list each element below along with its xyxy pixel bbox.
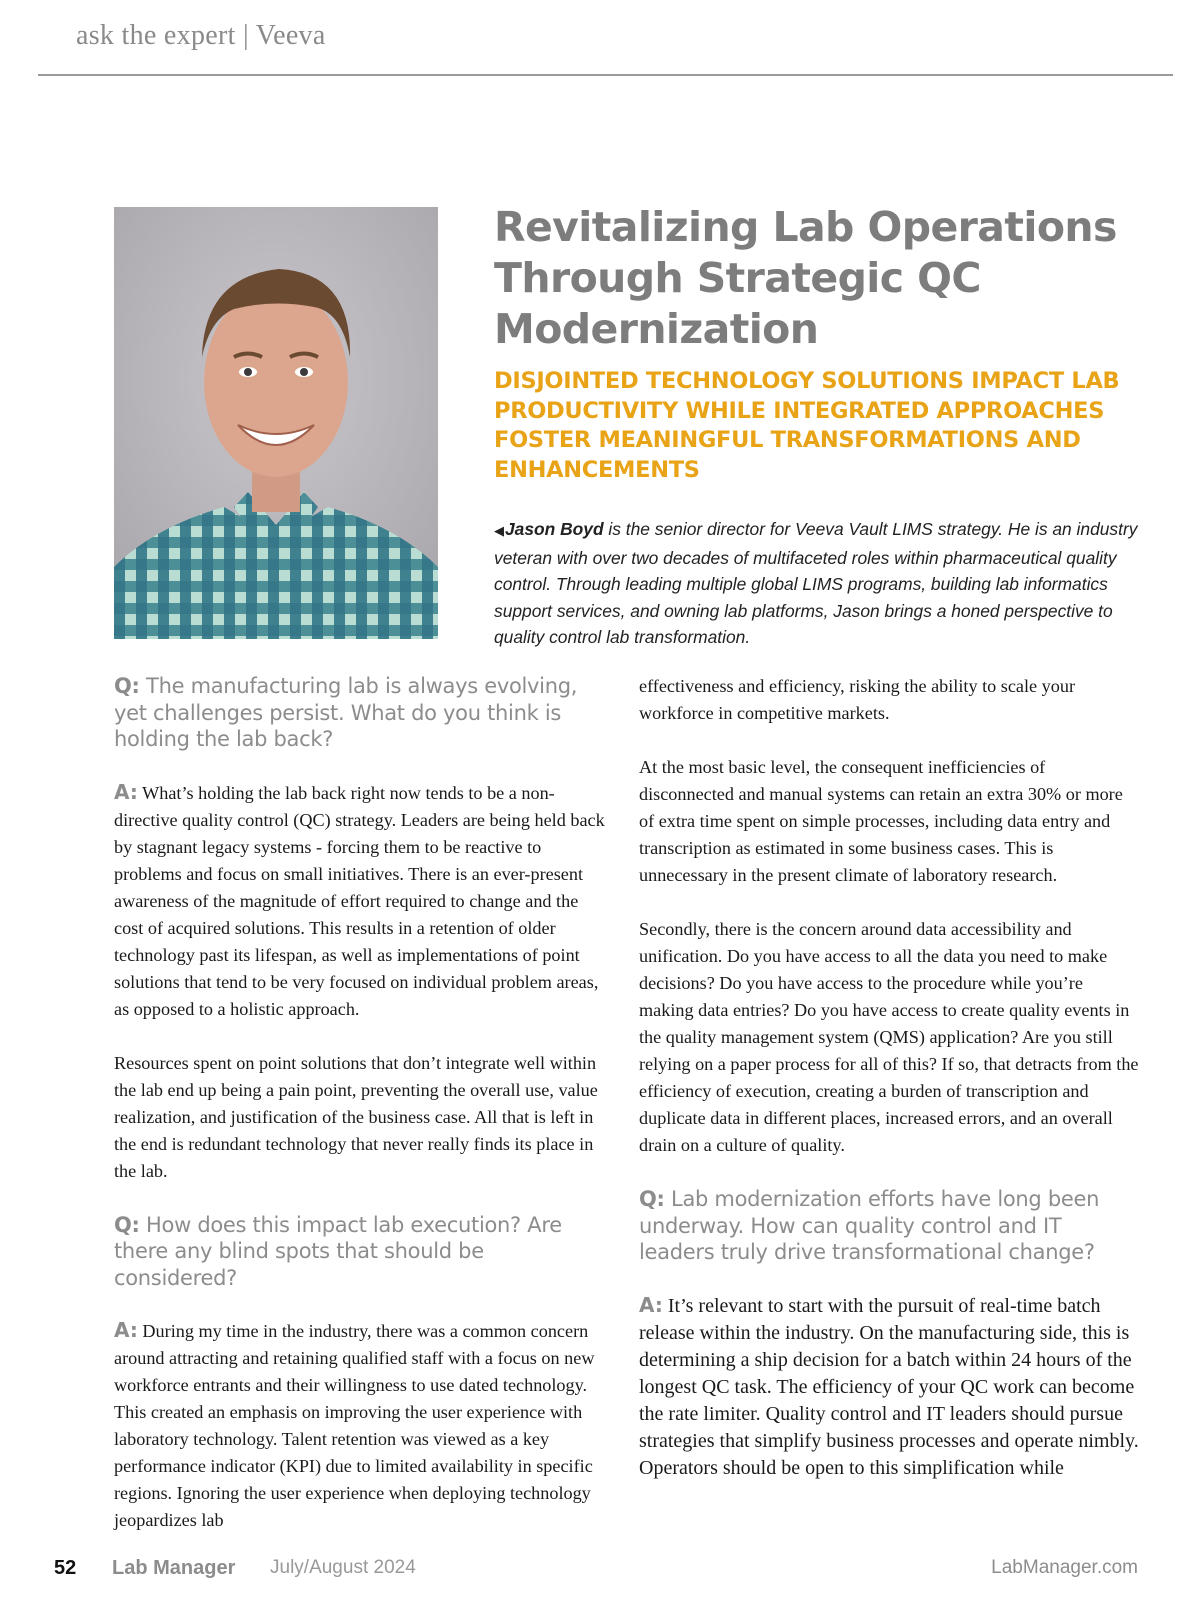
q-label: Q: [114, 1212, 140, 1237]
bio-text: is the senior director for Veeva Vault LIMS strategy. He is an industry veteran with over two decades of multifaceted roles within pharmaceutical quality control. Through leading multiple global LIMS programs, building lab informatics support services, and owning lab platforms, Jason brings a honed perspective to quality control lab transformation. [494, 519, 1138, 647]
answer-text: It’s relevant to start with the pursuit of real-time batch release within the industry. On the manufacturing side, this is determining a ship decision for a batch within 24 hours of the longest QC task. The efficiency of your QC work can become the rate limiter. Quality control and IT leaders should pursue strategies that simplify business processes and operate nimbly. Operators should be open to this simplification while [639, 1294, 1139, 1479]
article-subtitle: DISJOINTED TECHNOLOGY SOLUTIONS IMPACT LAB PRODUCTIVITY WHILE INTEGRATED APPROACHES FOSTER MEANINGFUL TRANSFORMATIONS AND ENHANCEMENTS [494, 368, 1120, 483]
question-text: How does this impact lab execution? Are there any blind spots that should be considered? [114, 1212, 562, 1290]
question-1 [114, 673, 612, 753]
website-link[interactable]: LabManager.com [991, 1557, 1138, 1578]
caret-left-icon: ◀ [494, 523, 504, 538]
right-column [639, 673, 1139, 1509]
answer-text: During my time in the industry, there was a common concern around attracting and retaining qualified staff with a focus on new workforce entrants and their willingness to use dated technology. This created an emphasis on improving the user experience with laboratory technology. Talent retention was viewed as a key performance indicator (KPI) due to limited availability in specific regions. Ignoring the user experience when deploying technology jeopardizes lab [114, 1321, 595, 1530]
author-photo [114, 207, 438, 639]
paragraph: Resources spent on point solutions that don’t integrate well within the lab end up being a pain point, preventing the overall use, value realization, and justification of the business case. All that is left in the end is redundant technology that never really finds its place in the lab. [114, 1052, 598, 1181]
author-bio [494, 516, 1154, 651]
answer-text: What’s holding the lab back right now tends to be a non-directive quality control (QC) strategy. Leaders are being held back by stagnant legacy systems - forcing them to be reactive to problems and focus on small initiatives. There is an ever-present awareness of the magnitude of effort required to change and the cost of acquired solutions. This results in a retention of older technology past its lifespan, as well as implementations of point solutions that tend to be very focused on individual problem areas, as opposed to a holistic approach. [114, 782, 605, 1019]
page-footer [0, 1557, 1200, 1587]
question-2 [114, 1212, 612, 1292]
a-label: A: [114, 1318, 138, 1342]
answer-3 [639, 1292, 1139, 1482]
question-text: The manufacturing lab is always evolving, yet challenges persist. What do you think is holding the lab back? [114, 674, 578, 751]
question-3 [639, 1186, 1139, 1266]
section-header: ask the expert | Veeva [76, 20, 326, 51]
left-column [114, 673, 612, 1561]
page-number: 52 [54, 1557, 77, 1579]
paragraph: effectiveness and efficiency, risking the ability to scale your workforce in competitive markets. [639, 676, 1076, 723]
magazine-name: Lab Manager [112, 1557, 236, 1579]
issue-date: July/August 2024 [270, 1557, 416, 1578]
author-name: Jason Boyd [505, 519, 604, 539]
q-label: Q: [114, 674, 140, 698]
question-text: Lab modernization efforts have long been underway. How can quality control and IT leaders truly drive transformational change? [639, 1187, 1100, 1264]
q-label: Q: [639, 1187, 665, 1211]
answer-1 [114, 779, 612, 1023]
a-label: A: [114, 779, 138, 804]
a-label: A: [639, 1292, 663, 1317]
header-rule [38, 74, 1173, 76]
paragraph: Secondly, there is the concern around data accessibility and unification. Do you have access to all the data you need to make decisions? Do you have access to the procedure while you’re making data entries? Do you have access to create quality events in the quality management system (QMS) application? Are you still relying on a paper process for all of this? If so, that detracts from the efficiency of execution, creating a burden of transcription and duplicate data in different places, increased errors, and an overall drain on a culture of quality. [639, 919, 1139, 1155]
paragraph: At the most basic level, the consequent inefficiencies of disconnected and manual systems can retain an extra 30% or more of extra time spent on simple processes, including data entry and transcription as estimated in some business cases. This is unnecessary in the present climate of laboratory research. [639, 757, 1123, 885]
article-title: Revitalizing Lab Operations Through Strategic QC Modernization [494, 203, 1117, 353]
answer-2 [114, 1317, 612, 1534]
